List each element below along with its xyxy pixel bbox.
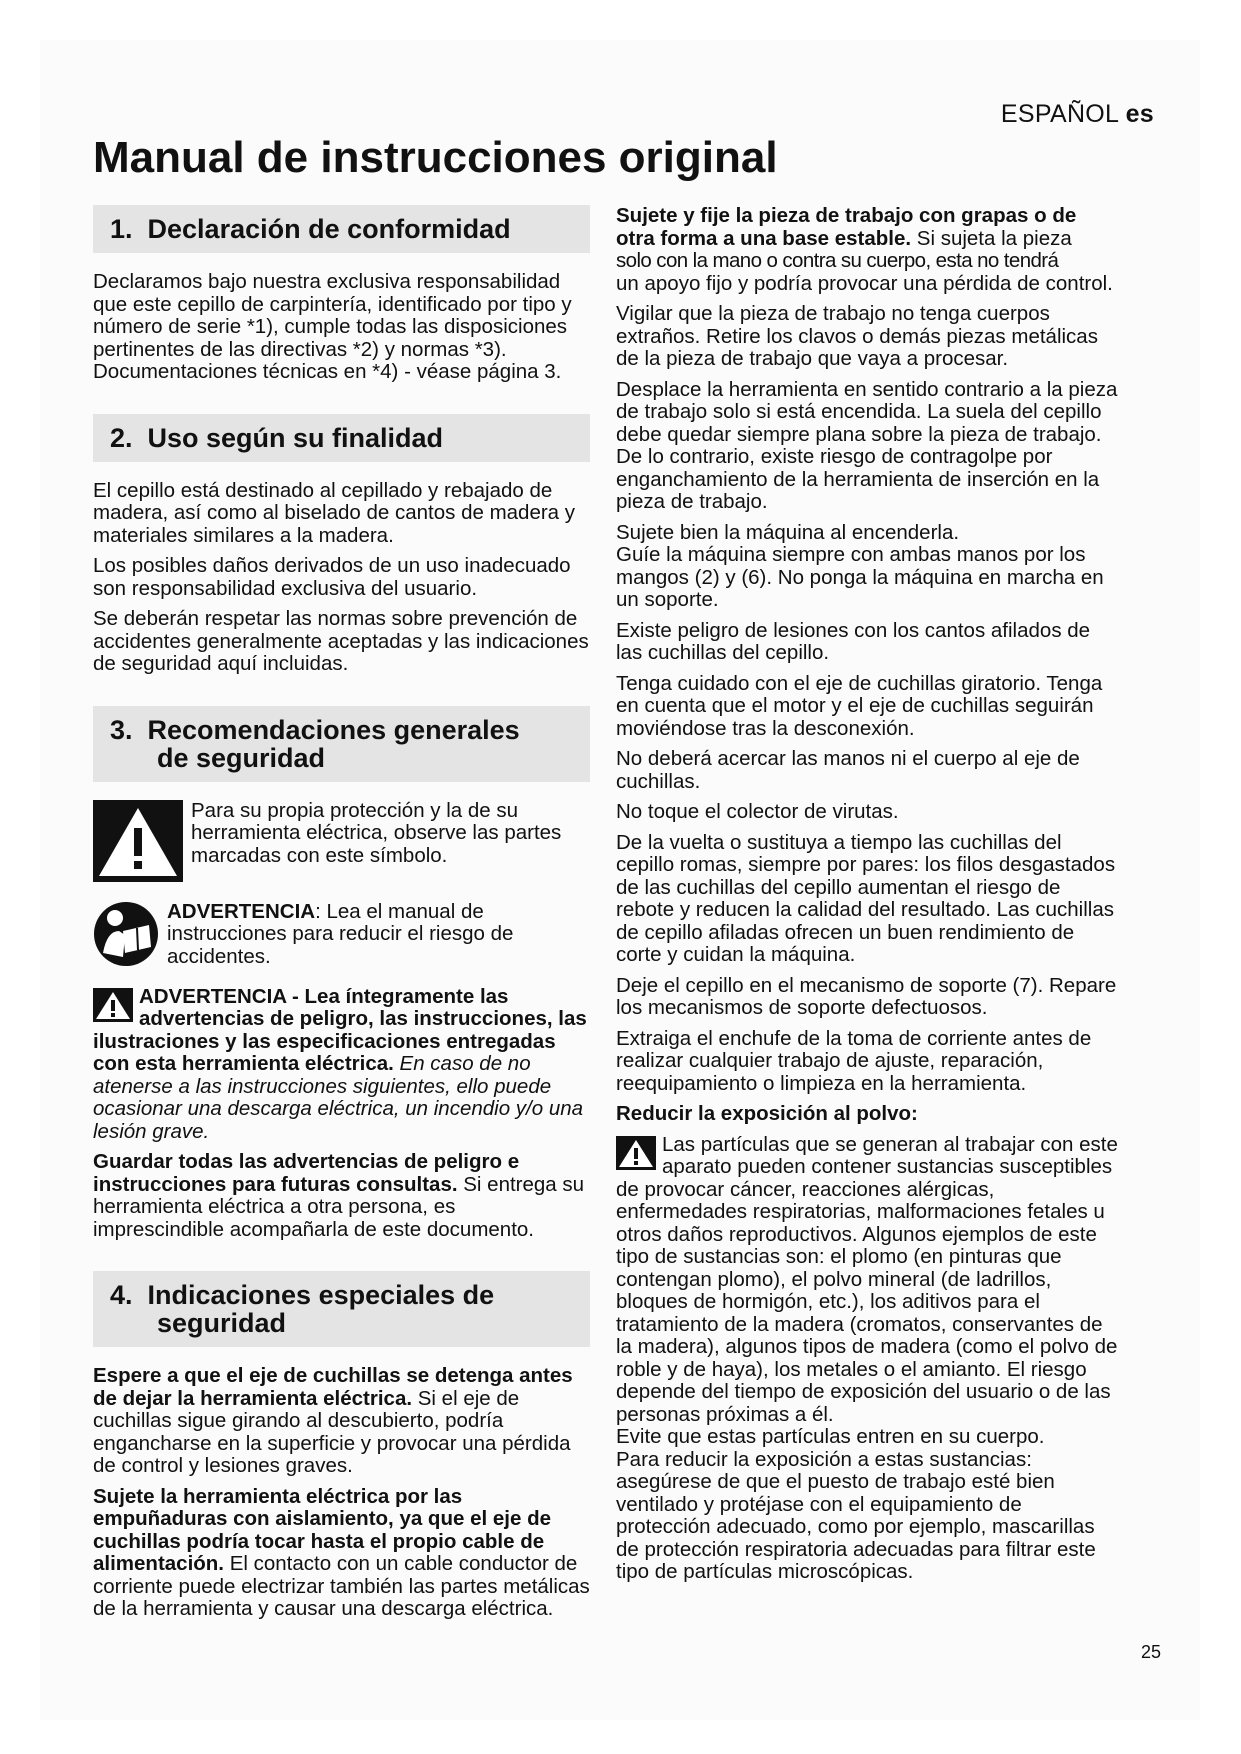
section-2-paragraph-1: El cepillo está destinado al cepillado y rebajado de madera, así como al biselado de cantos de madera y materiales similares a la madera. bbox=[93, 478, 576, 547]
right-paragraph-8: No toque el colector de virutas. bbox=[616, 800, 899, 823]
section-4-paragraph-1: Espere a que el eje de cuchillas se detenga antes de dejar la herramienta eléctrica. Si el eje de cuchillas sigue girando al descubierto, podría engancharse en la superficie y provocar una pérdida de control y lesiones graves. bbox=[93, 1364, 573, 1477]
keep-instructions: Guardar todas las advertencias de peligro e instrucciones para futuras consultas. Si entrega su herramienta eléctrica a otra persona, es imprescindible acompañarla de este documento. bbox=[93, 1150, 585, 1241]
section-heading-1: 1. Declaración de conformidad bbox=[93, 205, 590, 253]
section-heading-3: 3. Recomendaciones generales de seguridad bbox=[93, 706, 590, 782]
dust-paragraph: Las partículas que se generan al trabajar con este aparato pueden contener sustancias susceptibles de provocar cáncer, reacciones alérgicas, enfermedades respiratorias, malformaciones fetales u otros daños reproductivos. Algunos ejemplos de este tipo de sustancias son: el plomo (en pinturas que contengan plomo), el polvo mineral (de ladrillos, bloques de hormigón, etc.), los aditivos para el tratamiento de la madera (cromatos, conservantes de la madera), algunos tipos de madera (como el polvo de roble y de haya), los metales o el amianto. El riesgo depende del tiempo de exposición del usuario o de las personas próximas a él. Evite que estas partículas entren en su cuerpo. Para reducir la exposición a estas sustancias: asegúrese de que el puesto de trabajo esté bien ventilado y protéjase con el equipamiento de protección adecuado, como por ejemplo, mascarillas de protección respiratoria adecuadas para filtrar este tipo de partículas microscópicas. bbox=[616, 1132, 1118, 1583]
language-label: ESPAÑOL es bbox=[1000, 100, 1154, 128]
right-paragraph-7: No deberá acercar las manos ni el cuerpo al eje de cuchillas. bbox=[616, 747, 1080, 793]
warning-triangle-icon bbox=[93, 800, 183, 887]
right-column bbox=[616, 205, 1120, 1592]
left-column bbox=[93, 205, 590, 1629]
right-paragraph-4: Sujete bien la máquina al encenderla. Guíe la máquina siempre con ambas manos por los mangos (2) y (6). No ponga la máquina en marcha en un soporte. bbox=[616, 520, 1104, 611]
section-heading-4: 4. Indicaciones especiales de seguridad bbox=[93, 1271, 590, 1347]
right-paragraph-6: Tenga cuidado con el eje de cuchillas giratorio. Tenga en cuenta que el motor y el eje de cuchillas seguirán moviéndose tras la desconexión. bbox=[616, 671, 1103, 740]
section-2-paragraph-3: Se deberán respetar las normas sobre prevención de accidentes generalmente aceptadas y las indicaciones de seguridad aquí incluidas. bbox=[93, 607, 589, 675]
page-number: 25 bbox=[1140, 1642, 1161, 1662]
right-paragraph-5: Existe peligro de lesiones con los cantos afilados de las cuchillas del cepillo. bbox=[616, 618, 1091, 664]
dust-warning-icon bbox=[616, 1136, 656, 1176]
read-manual-icon bbox=[93, 901, 159, 972]
small-warning-icon bbox=[93, 988, 133, 1028]
dust-heading: Reducir la exposición al polvo: bbox=[616, 1102, 918, 1125]
right-paragraph-11: Extraiga el enchufe de la toma de corriente antes de realizar cualquier trabajo de ajuste, reparación, reequipamiento o limpieza en la herramienta. bbox=[616, 1026, 1092, 1095]
right-paragraph-2: Vigilar que la pieza de trabajo no tenga cuerpos extraños. Retire los clavos o demás piezas metálicas de la pieza de trabajo que vaya a procesar. bbox=[616, 302, 1098, 370]
section-4-paragraph-2: Sujete la herramienta eléctrica por las empuñaduras con aislamiento, ya que el eje de cuchillas podría tocar hasta el propio cable de alimentación. El contacto con un cable conductor de corriente puede electrizar también las partes metálicas de la herramienta y causar una descarga eléctrica. bbox=[93, 1484, 590, 1620]
right-paragraph-10: Deje el cepillo en el mecanismo de soporte (7). Repare los mecanismos de soporte defectuosos. bbox=[616, 973, 1117, 1019]
right-paragraph-3: Desplace la herramienta en sentido contrario a la pieza de trabajo solo si está encendida. La suela del cepillo debe quedar siempre plana sobre la pieza de trabajo. De lo contrario, existe riesgo de contragolpe por enganchamiento de la herramienta de inserción en la pieza de trabajo. bbox=[616, 377, 1118, 513]
symbol-note: Para su propia protección y la de su herramienta eléctrica, observe las partes marcadas con este símbolo. bbox=[93, 800, 590, 887]
page-title: Manual de instrucciones original bbox=[93, 133, 778, 182]
section-2-paragraph-2: Los posibles daños derivados de un uso inadecuado son responsabilidad exclusiva del usuario. bbox=[93, 554, 571, 600]
read-manual-warning: ADVERTENCIA: Lea el manual de instrucciones para reducir el riesgo de accidentes. bbox=[93, 901, 590, 972]
right-paragraph-9: De la vuelta o sustituya a tiempo las cuchillas del cepillo romas, siempre por pares: los filos desgastados de las cuchillas del cepillo aumentan el riesgo de rebote y reducen la calidad del resultado. Las cuchillas de cepillo afiladas ofrecen un buen rendimiento de corte y cuidan la máquina. bbox=[616, 830, 1116, 966]
section-heading-2: 2. Uso según su finalidad bbox=[93, 414, 590, 462]
right-paragraph-1: Sujete y fije la pieza de trabajo con grapas o de otra forma a una base estable. Si sujeta la pieza solo con la mano o contra su cuerpo, esta no tendrá un apoyo fijo y podría provocar una pérdida de control. bbox=[616, 204, 1113, 295]
general-warning: ADVERTENCIA - Lea íntegramente las advertencias de peligro, las instrucciones, las ilustraciones y las especificaciones entregadas con esta herramienta eléctrica. En caso de no atenerse a las instrucciones siguientes, ello puede ocasionar una descarga eléctrica, un incendio y/o una lesión grave. bbox=[93, 984, 587, 1143]
section-1-paragraph: Declaramos bajo nuestra exclusiva responsabilidad que este cepillo de carpintería, identificado por tipo y número de serie *1), cumple todas las disposiciones pertinentes de las directivas *2) y normas *3). Documentaciones técnicas en *4) - véase página 3. bbox=[93, 270, 572, 383]
